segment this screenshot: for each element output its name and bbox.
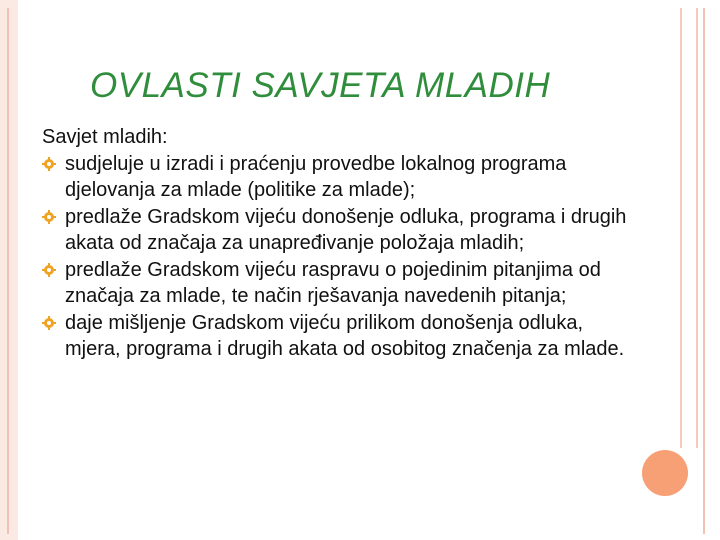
slide-title: OVLASTI SAVJETA MLADIH	[90, 66, 551, 105]
bullet-list	[42, 151, 642, 363]
intro-text: Savjet mladih:	[42, 126, 168, 148]
list-item	[42, 204, 642, 257]
decorative-circle	[642, 450, 688, 496]
decorative-rail	[680, 8, 698, 448]
slide-content	[42, 124, 642, 363]
gear-bullet-icon	[42, 316, 56, 330]
gear-bullet-icon	[42, 157, 56, 171]
list-item	[42, 257, 642, 310]
bullet-text: daje mišljenje Gradskom vijeću prilikom donošenja odluka, mjera, programa i drugih akata od osobitog značenja za mlade.	[65, 311, 625, 360]
gear-bullet-icon	[42, 263, 56, 277]
list-item	[42, 151, 642, 204]
bullet-text: sudjeluje u izradi i praćenju provedbe lokalnog programa djelovanja za mlade (politike za mlade);	[65, 152, 567, 201]
gear-bullet-icon	[42, 210, 56, 224]
bullet-text: predlaže Gradskom vijeću donošenje odluka, programa i drugih akata od značaja za unapređivanje položaja mladih;	[65, 205, 627, 254]
bullet-text: predlaže Gradskom vijeću raspravu o pojedinim pitanjima od značaja za mlade, te način rješavanja navedenih pitanja;	[65, 258, 601, 307]
list-item	[42, 310, 642, 363]
